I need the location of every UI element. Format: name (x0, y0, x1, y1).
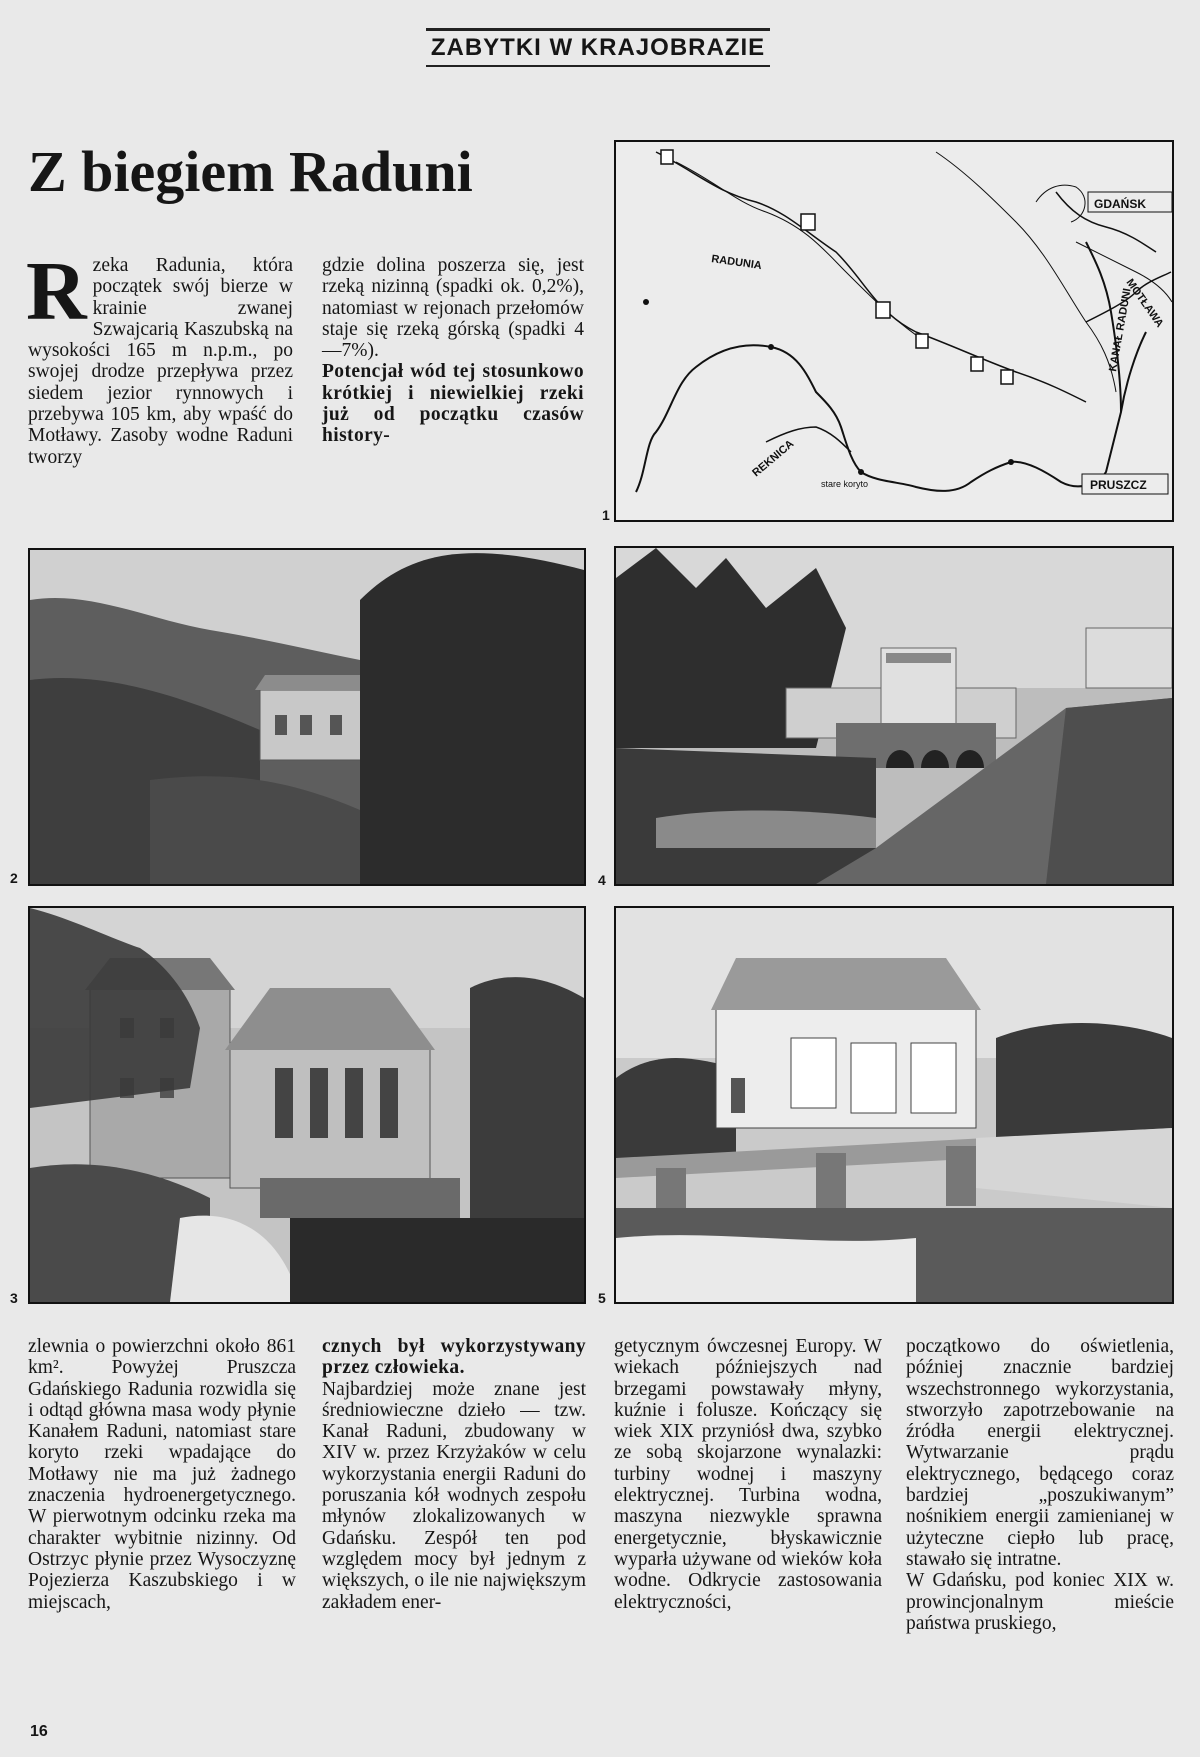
intro-text-2: gdzie dolina poszerza się, jest rzeką nizinną (spadki ok. 0,2%), natomiast w rejonach przełomów staje się rzeką górską (spadki 4—7%). (322, 255, 584, 362)
figure-number-5: 5 (598, 1290, 606, 1306)
profile-line (656, 152, 1086, 402)
label-gdansk: GDAŃSK (1094, 197, 1147, 211)
photo-3 (28, 906, 586, 1304)
plant-symbol (1001, 370, 1013, 384)
body-text-3: getycznym ówczesnej Europy. W wiekach późniejszych nad brzegami powstawały młyny, kuźnie i folusze. Kończący się wiek XIX przyniósł dwa, szybko ze sobą skojarzone wynalazki: turbiny wodnej i maszyny elektrycznej. Turbina wodna, maszyna niezwykle sprawna energetycznie, błyskawicznie wyparła używane od wieków koła wodne. Odkrycie zastosowania elektryczności, (614, 1336, 882, 1613)
label-pruszcz: PRUSZCZ (1090, 478, 1147, 492)
map-drawing (616, 142, 1172, 520)
photo-4-image (616, 548, 1172, 884)
figure-number-2: 2 (10, 870, 18, 886)
intro-text-2-bold: Potencjał wód tej stosunkowo krótkiej i niewielkiej rzeki już od początku czasów history- (322, 361, 584, 447)
plant-symbol (801, 214, 815, 230)
photo-2-image (30, 550, 584, 884)
photo-2 (28, 548, 586, 886)
plant-symbol (971, 357, 983, 371)
river-map (614, 140, 1174, 522)
body-text-4a: początkowo do oświetlenia, później znacznie bardziej wszechstronnego wykorzystania, stworzyło zapotrzebowanie na źródła energii elektrycznej. Wytwarzanie prądu elektrycznego, będącego coraz bardziej „poszukiwanym” nośnikiem energii zamienianej w użyteczne ciepło lub pracę, stawało się intratne. (906, 1336, 1174, 1570)
photo-5 (614, 906, 1174, 1304)
body-text-4b: W Gdańsku, pod koniec XIX w. prowincjonalnym mieście państwa pruskiego, (906, 1570, 1174, 1634)
label-radunia: RADUNIA (710, 253, 763, 273)
article-title: Z biegiem Raduni (28, 139, 473, 204)
label-stare-koryto: stare koryto (821, 479, 869, 489)
intro-column-1 (26, 245, 293, 468)
body-text-2-bold: cznych był wykorzystywany przez człowieka. (322, 1336, 586, 1379)
radunia-river-line (636, 332, 1146, 492)
label-motlawa: MOTŁAWA (1123, 276, 1166, 330)
body-column-1 (28, 1336, 296, 1613)
body-column-3 (614, 1336, 882, 1613)
figure-number-4: 4 (598, 872, 606, 888)
section-label: ZABYTKI W KRAJOBRAZIE (426, 28, 770, 67)
intro-column-2 (322, 255, 584, 447)
intro-text-1: zeka Radunia, która początek swój bierze w krainie zwanej Szwajcarią Kaszubską na wysokości 165 m n.p.m., po swojej drodze przepływa przez siedem jezior rynnowych i przebywa 105 km, aby wpaść do Motławy. Zasoby wodne Raduni tworzy (28, 255, 293, 468)
body-text-2: Najbardziej może znane jest średniowieczne dzieło — tzw. Kanał Raduni, zbudowany w XIV w. przez Krzyżaków w celu wykorzystania energii Raduni do poruszania kół wodnych zespołu młynów zlokalizowanych w Gdańsku. Zespół ten pod względem mocy był jednym z większych, o ile nie największym zakładem ener- (322, 1378, 586, 1613)
photo-3-image (30, 908, 584, 1302)
body-column-2 (322, 1336, 586, 1613)
photo-5-image (616, 908, 1172, 1302)
plant-symbol (916, 334, 928, 348)
photo-4 (614, 546, 1174, 886)
body-text-1: zlewnia o powierzchni około 861 km². Powyżej Pruszcza Gdańskiego Radunia rozwidla się i odtąd główna masa wody płynie Kanałem Raduni, natomiast stare koryto rzeki wpadające do Motławy nie ma już żadnego znaczenia hydroenergetycznego. W pierwotnym odcinku rzeka ma charakter wybitnie nizinny. Od Ostrzyc płynie przez Wysoczyznę Pojezierza Kaszubskiego i w miejscach, (28, 1336, 296, 1613)
label-kanal-raduni: KANAŁ RADUNI (1107, 287, 1134, 373)
label-reknica: REKNICA (750, 437, 797, 480)
plant-symbol (876, 302, 890, 318)
figure-number-1: 1 (602, 507, 610, 523)
figure-number-3: 3 (10, 1290, 18, 1306)
body-column-4 (906, 1336, 1174, 1634)
page-number: 16 (30, 1723, 48, 1740)
plant-symbol (661, 150, 673, 164)
drop-cap: R (26, 245, 87, 338)
